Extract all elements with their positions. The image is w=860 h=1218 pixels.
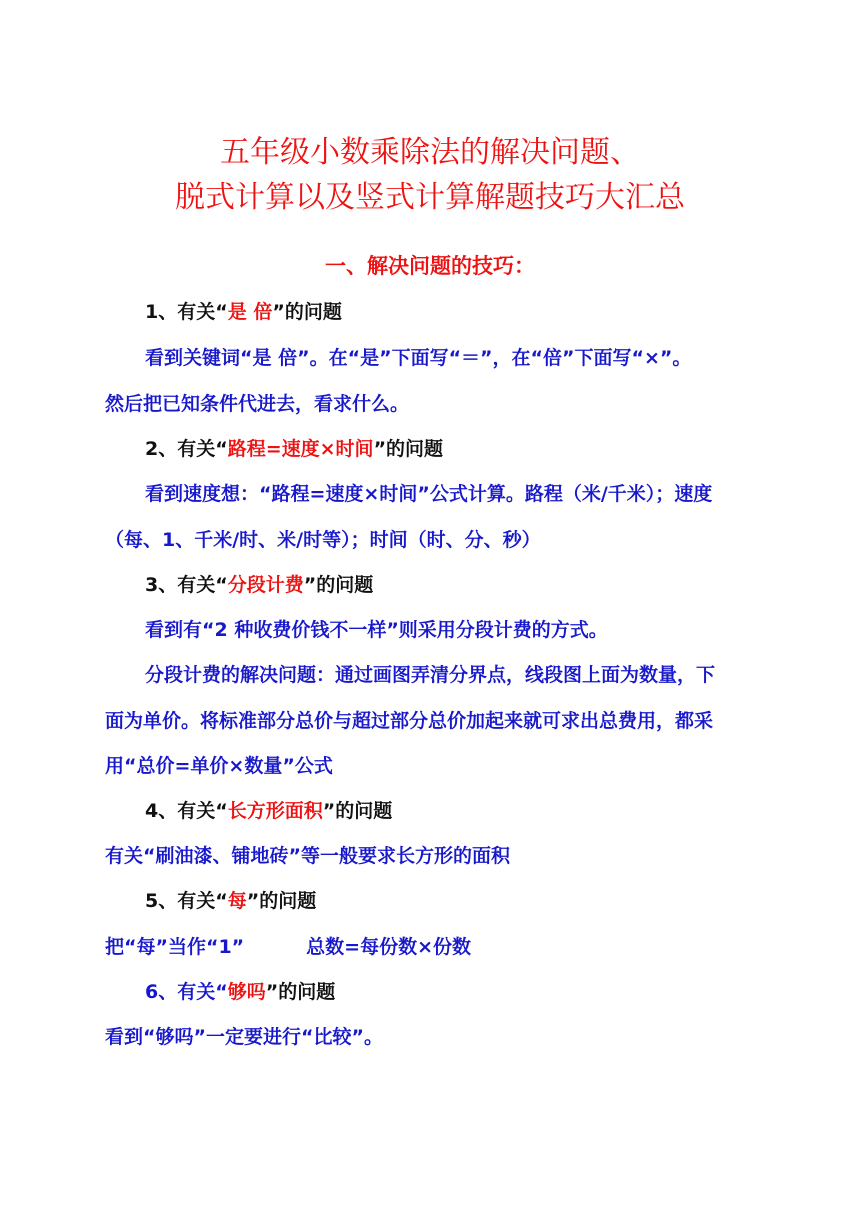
item-prefix: 6、有关“ [145, 981, 228, 1003]
item-keyword: 每 [227, 890, 247, 912]
title-line-2: 脱式计算以及竖式计算解题技巧大汇总 [175, 180, 685, 215]
paragraph-6-part-a: 把“每”当作“1” [105, 936, 245, 958]
item-keyword: 长方形面积 [227, 800, 323, 822]
item-keyword: 路程=速度×时间 [227, 438, 374, 460]
item-prefix: 2、有关“ [145, 438, 228, 460]
item-heading-3 [145, 572, 760, 598]
section-heading: 一、解决问题的技巧： [325, 254, 535, 278]
paragraph-4-line-2: 面为单价。将标准部分总价与超过部分总价加起来就可求出总费用，都采 [105, 710, 714, 732]
item-prefix: 5、有关“ [145, 890, 228, 912]
paragraph-4-line-1: 分段计费的解决问题：通过画图弄清分界点，线段图上面为数量，下 [145, 664, 716, 686]
item-suffix: ”的问题 [303, 574, 374, 596]
item-keyword: 分段计费 [227, 574, 304, 596]
item-heading-1 [145, 299, 760, 325]
item-suffix: ”的问题 [265, 981, 336, 1003]
paragraph-7: 看到“够吗”一定要进行“比较”。 [105, 1026, 383, 1048]
paragraph-2-line-1: 看到速度想：“路程=速度×时间”公式计算。路程（米/千米）；速度 [145, 483, 713, 505]
item-suffix: ”的问题 [373, 438, 444, 460]
item-keyword: 够吗 [227, 981, 266, 1003]
item-keyword: 是 倍 [227, 301, 273, 323]
item-suffix: ”的问题 [322, 800, 393, 822]
item-prefix: 1、有关“ [145, 301, 228, 323]
paragraph-1-line-2: 然后把已知条件代进去，看求什么。 [105, 393, 410, 415]
item-heading-4 [145, 798, 760, 824]
paragraph-3: 看到有“2 种收费价钱不一样”则采用分段计费的方式。 [145, 619, 608, 641]
paragraph-6-part-b: 总数=每份数×份数 [306, 936, 472, 958]
item-heading-6 [145, 979, 760, 1005]
item-heading-5 [145, 888, 760, 914]
paragraph-2-line-2: （每、1、千米/时、米/时等）；时间（时、分、秒） [105, 529, 541, 551]
paragraph-6 [105, 934, 760, 960]
item-suffix: ”的问题 [272, 301, 342, 323]
item-prefix: 3、有关“ [145, 574, 228, 596]
item-heading-2 [145, 436, 760, 462]
title-line-1: 五年级小数乘除法的解决问题、 [220, 135, 640, 170]
paragraph-4-line-3: 用“总价=单价×数量”公式 [105, 755, 333, 777]
item-prefix: 4、有关“ [145, 800, 228, 822]
item-suffix: ”的问题 [246, 890, 317, 912]
paragraph-5: 有关“刷油漆、铺地砖”等一般要求长方形的面积 [105, 845, 510, 867]
paragraph-1-line-1: 看到关键词“是 倍”。在“是”下面写“＝”，在“倍”下面写“×”。 [145, 347, 692, 369]
